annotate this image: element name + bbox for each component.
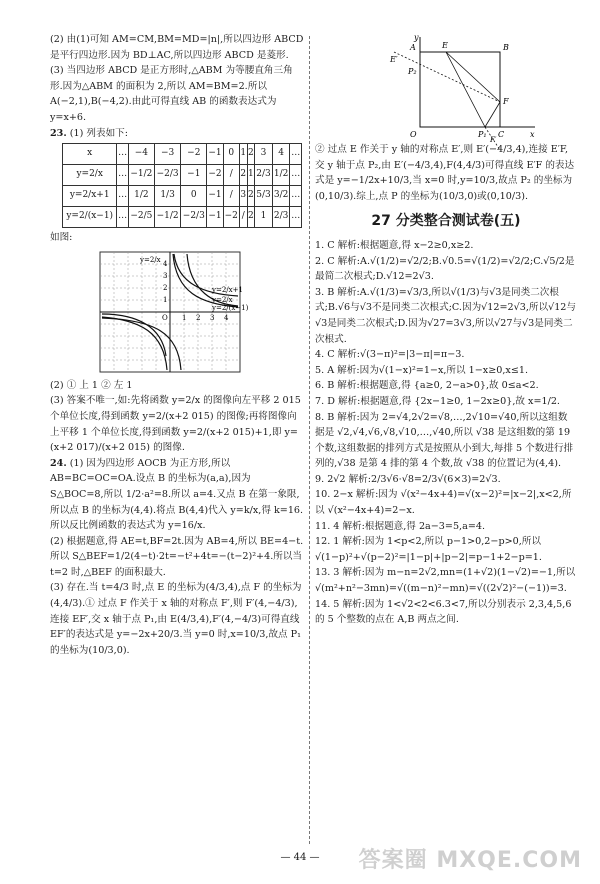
- fig-label: F: [503, 97, 509, 106]
- paragraph: (3) 存在.当 t=4/3 时,点 E 的坐标为(4/3,4),点 F 的坐标为(4,4/3).① 过点 F 作关于 x 轴的对称点 F′,则 F′(4,−4/3),连接 EF′,交 x 轴于点 P₁,由 E(4/3,4),F′(4,−4/3)可得直线 EF′的表达式是 y=−2x+20/3.当 y=0 时,x=10/3,故点 P₁ 的坐标为(10/3,0).: [50, 582, 302, 656]
- curve-label: y=2/x: [140, 255, 161, 264]
- table-cell: 3: [255, 144, 273, 165]
- section-name: 分类整合测试卷(五): [395, 213, 521, 230]
- table-cell: …: [117, 165, 128, 186]
- table-cell: /: [239, 207, 247, 228]
- table-cell: −2/3: [181, 207, 207, 228]
- paragraph: (2) 根据题意,得 AE=t,BF=2t.因为 AB=4,所以 BE=4−t.所以 S△BEF=1/2(4−t)·2t=−t²+4t=−(t−2)²+4.所以当 t=2 时,△BEF 的面积最大.: [50, 535, 304, 578]
- table-cell: …: [117, 144, 128, 165]
- table-cell: 0: [223, 144, 239, 165]
- question-23: [50, 126, 305, 142]
- fig-label: O: [410, 130, 417, 139]
- answer-item: 4. C 解析:√(3−π)²=|3−π|=π−3.: [315, 349, 465, 361]
- paragraph: (1) 因为四边形 AOCB 为正方形,所以 AB=BC=OC=OA.设点 B 的坐标为(a,a),因为 S△BOC=8,所以 1/2·a²=8.所以 a=4.又点 B 在第一象限,所以点 B 的坐标为(4,4).将点 B(4,4)代入 y=k/x,得 k=16.所以反比例函数的表达式为 y=16/x.: [50, 457, 304, 532]
- tick-label: 3: [163, 271, 168, 280]
- segment-ef: [446, 52, 500, 102]
- tick-label: 2: [163, 283, 168, 292]
- table-cell: −1/2: [128, 165, 154, 186]
- table-cell: …: [290, 144, 302, 165]
- table-cell: …: [290, 165, 302, 186]
- answer-item: 2. C 解析:A.√(1/2)=√2/2;B.√0.5=√(1/2)=√2/2;C.√5/2是最简二次根式;D.√12=2√3.: [315, 255, 575, 283]
- tick-label: 4: [224, 313, 229, 322]
- table-cell: −2: [181, 144, 207, 165]
- table-row: [63, 165, 302, 186]
- tick-label: 1: [182, 313, 187, 322]
- answer-item: 6. B 解析:根据题意,得 {a≥0, 2−a>0},故 0≤a<2.: [315, 380, 539, 392]
- fig-label: A: [410, 43, 416, 52]
- table-cell: −2/5: [128, 207, 154, 228]
- geometry-figure: [390, 32, 540, 142]
- value-table: [62, 143, 302, 228]
- answer-item: 10. 2−x 解析:因为 √(x²−4x+4)=√(x−2)²=|x−2|,x<2,所以 √(x²−4x+4)=2−x.: [315, 489, 572, 517]
- section-number: 27: [371, 213, 391, 230]
- table-cell: −2: [223, 207, 239, 228]
- paragraph: (3) 答案不唯一,如:先将函数 y=2/x 的图像向左平移 2 015 个单位长度,得到函数 y=2/(x+2 015) 的图像;再将图像向上平移 1 个单位长度,得到函数 y=2/(x+2 015)+1,即 y=(x+2 017)/(x+2 015) 的图像.: [50, 395, 301, 454]
- answer-item: 3. B 解析:A.√(1/3)=√3/3,所以√(1/3)与√3是同类二次根式;B.√6与√3不是同类二次根式;C.因为√12=2√3,所以√12与√3是同类二次根式;D.因为√27=3√3,所以√27与√3是同类二次根式.: [315, 286, 577, 345]
- paragraph: ② 过点 E 作关于 y 轴的对称点 E′,则 E′(−4/3,4),连接 E′F,交 y 轴于点 P₂,由 E′(−4/3,4),F(4,4/3)可得直线 E′F 的表达式是 y=−1/2x+10/3,当 x=0 时,y=10/3,故点 P₂ 的坐标为(0,10/3).综上,点 P 的坐标为(10/3,0)或(0,10/3).: [315, 144, 575, 202]
- table-row: [63, 186, 302, 207]
- graph-svg: [100, 252, 249, 372]
- watermark: 答案圈 MXQE.COM: [358, 848, 582, 873]
- fig-label: x: [530, 130, 535, 139]
- answer-item: 8. B 解析:因为 2=√4,2√2=√8,…,2√10=√40,所以这组数据是 √2,√4,√6,√8,√10,…,√40,所以 √38 是这组数的第 19 个数,这组数据的排列方式是按照从小到大,每排 5 个数进行排列的,√38 是第 4 排的第 4 个数,故 √38 的位置记为(4,4).: [315, 411, 574, 470]
- answer-item: 13. 3 解析:因为 m−n=2√2,mn=(1+√2)(1−√2)=−1,所以 √(m²+n²−3mn)=√((m−n)²−mn)=√((2√2)²−(−1))=3.: [315, 567, 576, 595]
- table-cell: y=2/x+1: [63, 186, 117, 207]
- table-cell: 1: [255, 207, 273, 228]
- table-cell: −2/3: [154, 165, 180, 186]
- table-cell: 2: [247, 186, 255, 207]
- table-cell: y=2/(x−1): [63, 207, 117, 228]
- table-cell: 2/3: [272, 207, 290, 228]
- answer-item: 5. A 解析:因为√(1−x)²=1−x,所以 1−x≥0,x≤1.: [315, 364, 529, 376]
- table-cell: /: [223, 165, 239, 186]
- table-cell: −1: [207, 186, 223, 207]
- table-cell: −1: [207, 207, 223, 228]
- table-cell: 1/2: [128, 186, 154, 207]
- left-column: [50, 32, 305, 658]
- answer-item: 14. 5 解析:因为 1<√2<2<6.3<7,所以分别表示 2,3,4,5,6 的 5 个整数的点在 A,B 两点之间.: [315, 598, 572, 626]
- table-cell: …: [117, 186, 128, 207]
- table-cell: 1: [239, 144, 247, 165]
- table-cell: 0: [181, 186, 207, 207]
- fig-label: P₂: [408, 67, 417, 76]
- origin-label: O: [162, 313, 168, 322]
- curve-label: y=2/(x−1): [212, 303, 249, 312]
- function-graph: [100, 252, 305, 372]
- table-cell: 1: [247, 165, 255, 186]
- fig-label: E: [442, 41, 448, 50]
- page-number: — 44 —: [280, 852, 320, 863]
- tick-label: 2: [196, 313, 201, 322]
- table-cell: 2/3: [255, 165, 273, 186]
- table-cell: y=2/x: [63, 165, 117, 186]
- fig-label: F′: [490, 136, 497, 144]
- table-cell: 3: [239, 186, 247, 207]
- curve-label: y=2/x: [212, 295, 233, 304]
- table-cell: −4: [128, 144, 154, 165]
- curve-label: y=2/x+1: [212, 285, 243, 294]
- table-cell: /: [223, 186, 239, 207]
- table-cell: 5/3: [255, 186, 273, 207]
- table-cell: 2: [239, 165, 247, 186]
- table-row: [63, 207, 302, 228]
- segment-ep1: [446, 52, 485, 127]
- table-cell: 1/3: [154, 186, 180, 207]
- answer-item: 12. 1 解析:因为 1<p<2,所以 p−1>0,2−p>0,所以 √(1−p)²+√(p−2)²=|1−p|+|p−2|=p−1+2−p=1.: [315, 536, 542, 563]
- paragraph: (3) 当四边形 ABCD 是正方形时,△ABM 为等腰直角三角形.因为△ABM 的面积为 2,所以 AM=BM=2.所以 A(−2,1),B(−4,2).由此可得直线 AB 的函数表达式为 y=x+6.: [50, 65, 293, 123]
- table-row: [63, 144, 302, 165]
- fig-label: P₁: [478, 130, 487, 139]
- table-cell: −1/2: [154, 207, 180, 228]
- paragraph: (2) 由(1)可知 AM=CM,BM=MD=|n|,所以四边形 ABCD 是平行四边形.因为 BD⊥AC,所以四边形 ABCD 是菱形.: [50, 34, 304, 61]
- table-cell: 1/2: [272, 165, 290, 186]
- table-cell: 4: [272, 144, 290, 165]
- answer-item: 7. D 解析:根据题意,得 {2x−1≥0, 1−2x≥0},故 x=1/2.: [315, 395, 560, 407]
- table-cell: 3/2: [272, 186, 290, 207]
- column-divider: [309, 36, 310, 844]
- section-title: [315, 214, 577, 230]
- table-cell: −1: [207, 144, 223, 165]
- fig-label: B: [503, 43, 509, 52]
- answer-item: 1. C 解析:根据题意,得 x−2≥0,x≥2.: [315, 239, 474, 251]
- fig-label: C: [498, 130, 505, 139]
- table-cell: …: [290, 186, 302, 207]
- table-cell: …: [290, 207, 302, 228]
- table-cell: 2: [247, 144, 255, 165]
- table-cell: …: [117, 207, 128, 228]
- paragraph: (1) 列表如下:: [69, 127, 129, 139]
- square-aocb: [420, 52, 500, 127]
- table-cell: x: [63, 144, 117, 165]
- right-column: [315, 32, 577, 628]
- fig-label: y: [414, 33, 419, 42]
- tick-label: 3: [210, 313, 215, 322]
- segment-p1f: [485, 102, 500, 127]
- question-24: [50, 456, 305, 534]
- table-cell: −2: [207, 165, 223, 186]
- answer-item: 11. 4 解析:根据题意,得 2a−3=5,a=4.: [315, 520, 486, 532]
- question-number: 24.: [50, 457, 67, 469]
- paragraph: (2) ① 上 1 ② 左 1: [50, 379, 133, 391]
- table-cell: −3: [154, 144, 180, 165]
- paragraph: 如图:: [50, 232, 73, 244]
- table-cell: 2: [247, 207, 255, 228]
- table-cell: −1: [181, 165, 207, 186]
- question-number: 23.: [50, 127, 67, 139]
- tick-label: 4: [163, 259, 168, 268]
- fig-label: E′: [390, 55, 398, 64]
- answer-item: 9. 2√2 解析:2/3√6·√8=2/3√(6×3)=2√3.: [315, 473, 501, 485]
- segment-e-prime-f: [394, 52, 500, 102]
- tick-label: 1: [163, 295, 168, 304]
